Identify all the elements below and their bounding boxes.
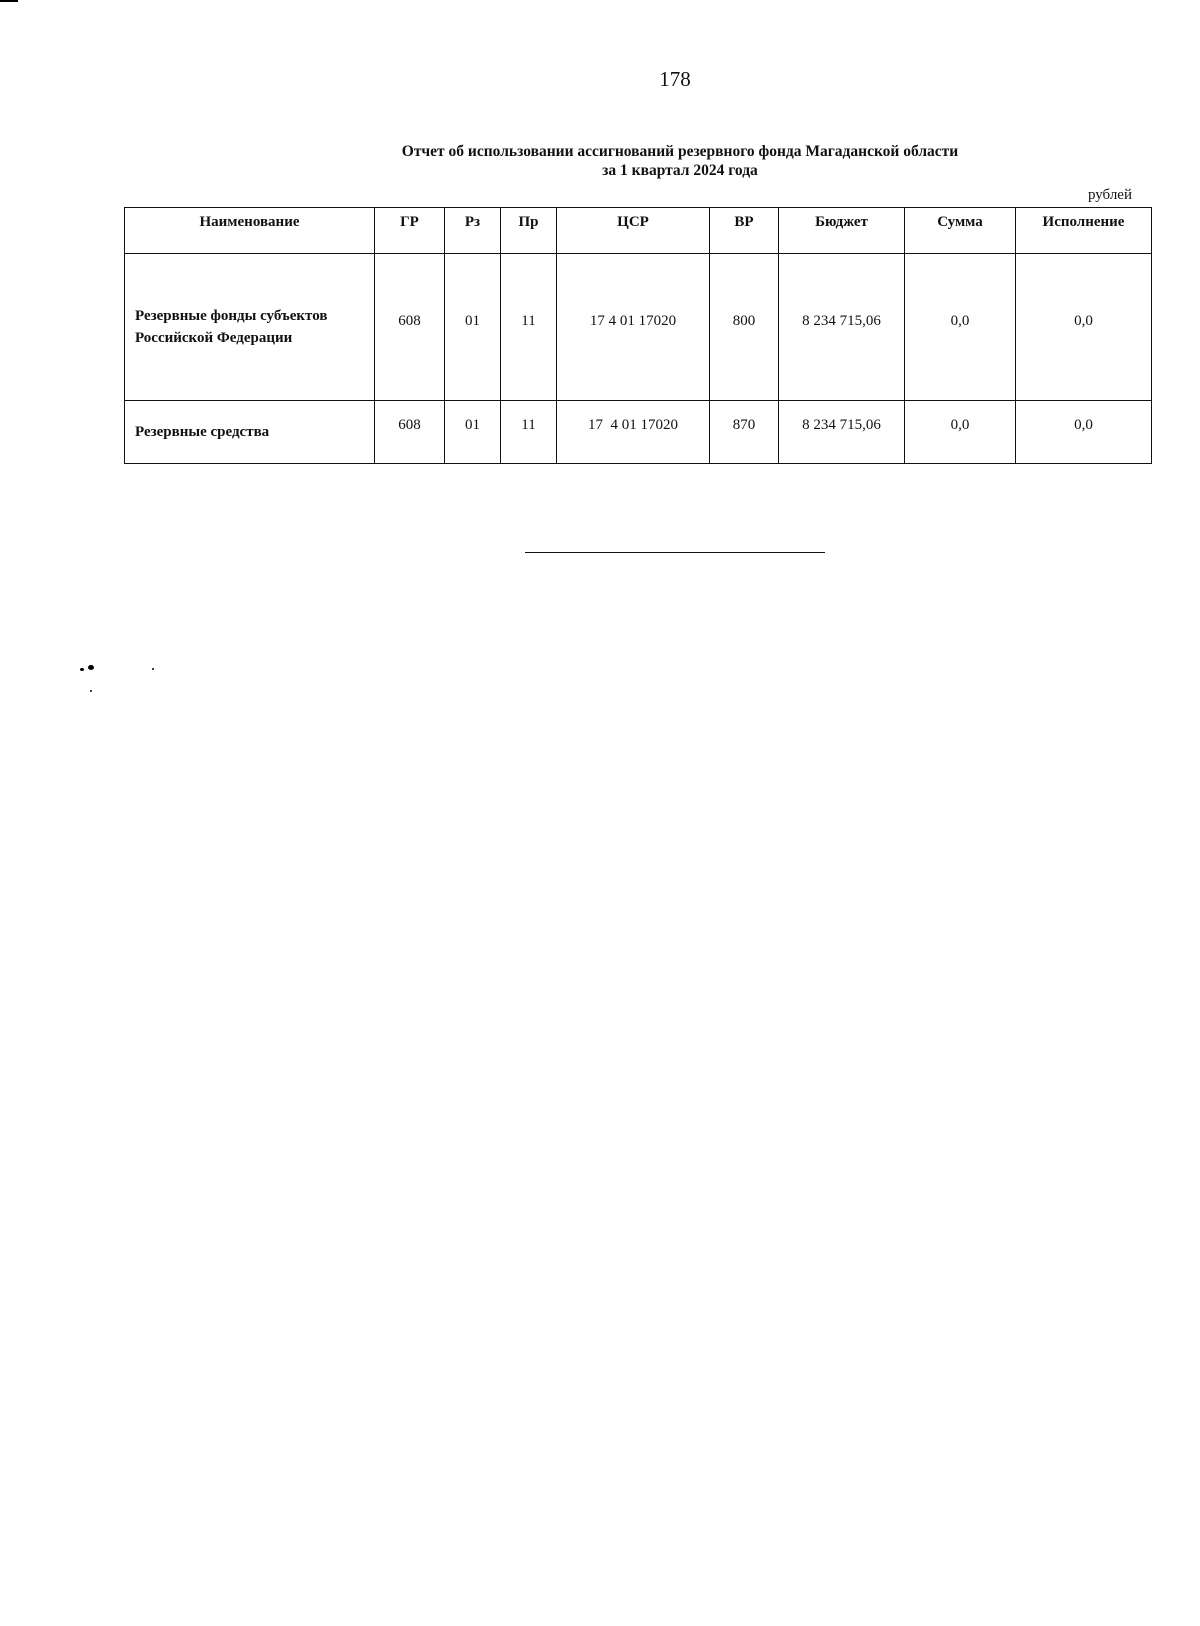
cell-pr: 11 [501,254,557,401]
units-label: рублей [1087,187,1132,203]
cell-csr: 17 4 01 17020 [557,254,710,401]
header-execution: Исполнение [1016,208,1152,254]
header-csr: ЦСР [557,208,710,254]
scan-corner-mark [0,0,18,2]
cell-budget: 8 234 715,06 [779,254,905,401]
cell-gr: 608 [375,401,445,464]
cell-execution: 0,0 [1016,254,1152,401]
cell-vr: 870 [710,401,779,464]
cell-sum: 0,0 [905,254,1016,401]
header-pr: Пр [501,208,557,254]
table-header-row [125,208,1152,254]
report-title-line-1: Отчет об использовании ассигнований резервного фонда Магаданской области [401,143,959,160]
cell-gr: 608 [375,254,445,401]
cell-rz: 01 [445,401,501,464]
header-rz: Рз [445,208,501,254]
report-table [124,207,1152,464]
cell-execution: 0,0 [1016,401,1152,464]
table-row [125,401,1152,464]
scan-speck [80,668,84,671]
cell-name: Резервные фонды субъектов Российской Федерации [125,254,375,401]
table-row [125,254,1152,401]
header-gr: ГР [375,208,445,254]
cell-rz: 01 [445,254,501,401]
cell-csr: 17 4 01 17020 [557,401,710,464]
cell-vr: 800 [710,254,779,401]
header-budget: Бюджет [779,208,905,254]
report-title-line-2: за 1 квартал 2024 года [602,162,758,179]
cell-sum: 0,0 [905,401,1016,464]
page-number: 178 [659,67,691,91]
scan-speck [152,668,154,670]
header-vr: ВР [710,208,779,254]
end-of-document-rule [525,552,825,553]
header-sum: Сумма [905,208,1016,254]
report-title [300,142,1060,180]
cell-name: Резервные средства [125,401,375,464]
scan-speck [88,665,94,670]
header-name: Наименование [125,208,375,254]
cell-pr: 11 [501,401,557,464]
scan-speck [90,690,92,692]
cell-budget: 8 234 715,06 [779,401,905,464]
